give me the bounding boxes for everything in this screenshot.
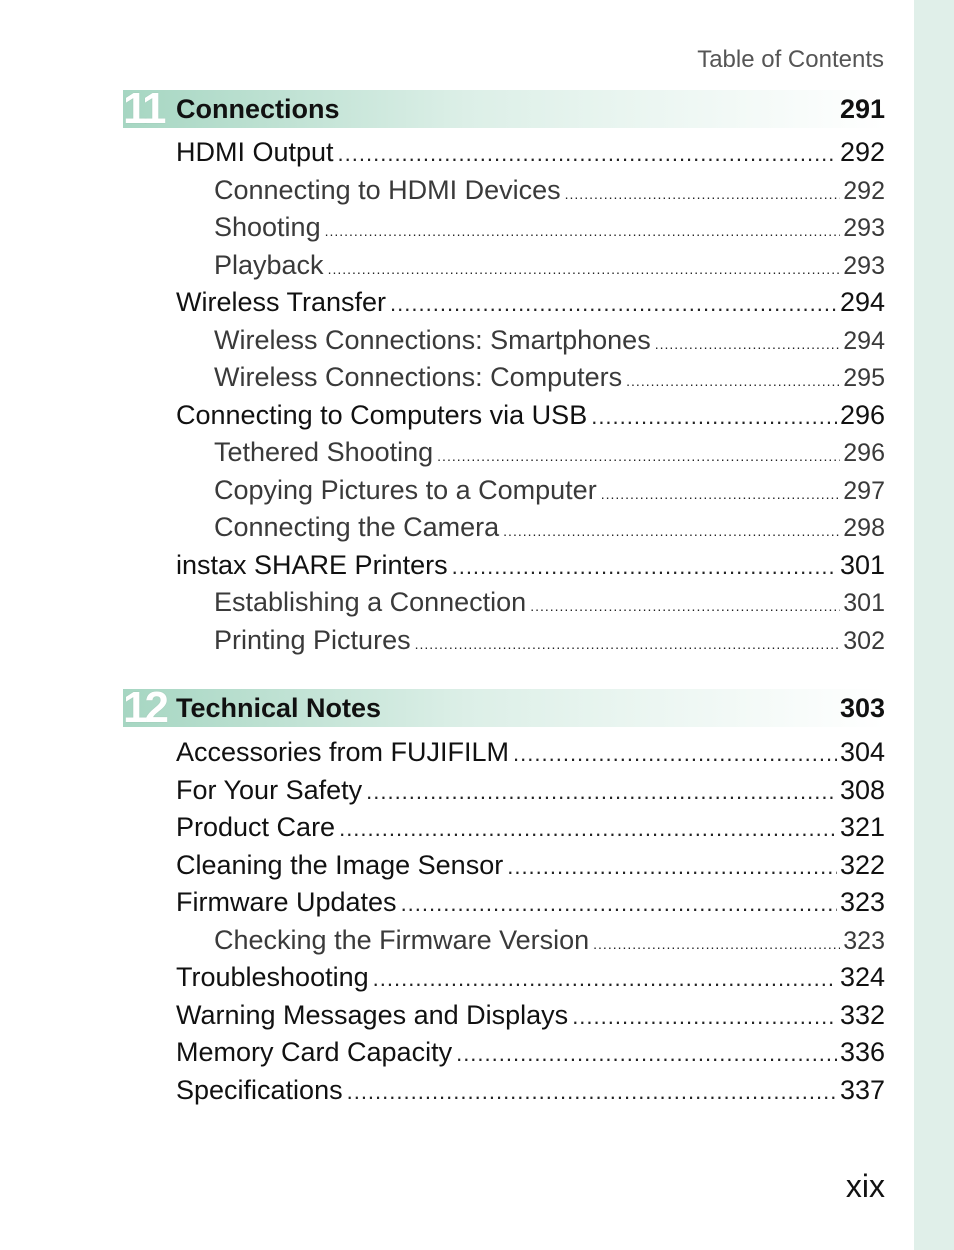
toc-entry-page: 332: [839, 999, 885, 1030]
toc-entry-page: 323: [839, 887, 885, 917]
toc-section-entry[interactable]: [176, 1034, 885, 1072]
toc-entry-label: Cleaning the Image Sensor: [176, 849, 504, 880]
toc-subsection-entry[interactable]: [176, 172, 885, 210]
chapter-heading-connections[interactable]: [123, 84, 885, 133]
dot-leader: [565, 176, 841, 214]
toc-entry-label: instax SHARE Printers: [176, 549, 448, 580]
toc-entry-label: Checking the Firmware Version: [214, 924, 590, 955]
toc-entry-page: 337: [839, 1074, 885, 1105]
toc-entry-page: 308: [839, 774, 885, 805]
chapter-heading-technical-notes[interactable]: [123, 683, 885, 732]
toc-section-entry[interactable]: [176, 884, 885, 922]
toc-entry-label: Tethered Shooting: [214, 437, 434, 467]
dot-leader: [338, 135, 837, 173]
toc-entry-page: 297: [843, 476, 885, 505]
toc-entry-label: Copying Pictures to a Computer: [214, 474, 597, 505]
dot-leader: [452, 548, 837, 586]
toc-entry-label: Printing Pictures: [214, 624, 411, 655]
toc-entry-page: 296: [839, 399, 885, 430]
toc-entry-label: Connecting to HDMI Devices: [214, 174, 561, 205]
toc-entry-page: 293: [843, 214, 885, 242]
dot-leader: [593, 926, 840, 964]
toc-entry-label: For Your Safety: [176, 774, 363, 805]
toc-list-technical-notes: [176, 734, 885, 1109]
dot-leader: [415, 626, 841, 664]
toc-entry-page: 321: [839, 812, 885, 842]
toc-section-entry[interactable]: [176, 847, 885, 885]
toc-subsection-entry[interactable]: [176, 584, 885, 622]
toc-section-entry[interactable]: [176, 959, 885, 997]
toc-section-entry[interactable]: [176, 397, 885, 435]
toc-section-entry[interactable]: [176, 1072, 885, 1110]
toc-section-entry[interactable]: [176, 772, 885, 810]
toc-entry-page: 324: [839, 962, 885, 992]
toc-entry-page: 322: [839, 849, 885, 880]
dot-leader: [390, 285, 837, 323]
toc-section-entry[interactable]: [176, 734, 885, 772]
chapter-page: 291: [839, 94, 885, 124]
toc-entry-label: Wireless Connections: Smartphones: [214, 324, 651, 355]
toc-subsection-entry[interactable]: [176, 922, 885, 960]
dot-leader: [601, 476, 841, 514]
dot-leader: [325, 213, 841, 251]
toc-entry-page: 295: [843, 364, 885, 392]
dot-leader: [626, 363, 840, 401]
toc-entry-page: 323: [843, 926, 885, 955]
toc-section-entry[interactable]: [176, 547, 885, 585]
dot-leader: [655, 326, 841, 364]
toc-entry-label: Memory Card Capacity: [176, 1037, 453, 1067]
toc-entry-label: Specifications: [176, 1074, 343, 1105]
chapter-side-tab: [914, 0, 954, 1250]
chapter-title: Connections: [176, 94, 340, 124]
toc-section-entry[interactable]: [176, 997, 885, 1035]
chapter-title: Technical Notes: [176, 693, 382, 723]
chapter-number: 12: [123, 683, 166, 732]
toc-entry-label: Connecting the Camera: [214, 512, 500, 542]
running-head: Table of Contents: [697, 46, 884, 73]
toc-subsection-entry[interactable]: [176, 434, 885, 472]
toc-entry-label: Firmware Updates: [176, 887, 397, 917]
toc-entry-page: 302: [843, 626, 885, 655]
toc-entry-label: Warning Messages and Displays: [176, 999, 569, 1030]
dot-leader: [366, 773, 837, 811]
dot-leader: [530, 588, 840, 626]
toc-subsection-entry[interactable]: [176, 209, 885, 247]
toc-section-entry[interactable]: [176, 134, 885, 172]
toc-entry-label: Troubleshooting: [176, 962, 369, 992]
toc-entry-label: Establishing a Connection: [214, 587, 527, 617]
toc-entry-label: Shooting: [214, 212, 321, 242]
dot-leader: [456, 1035, 837, 1073]
dot-leader: [591, 398, 837, 436]
dot-leader: [507, 848, 837, 886]
dot-leader: [572, 998, 837, 1036]
toc-entry-page: 292: [839, 137, 885, 167]
dot-leader: [347, 1073, 837, 1111]
toc-entry-label: Wireless Connections: Computers: [214, 362, 623, 392]
toc-entry-label: Playback: [214, 249, 324, 280]
toc-section-entry[interactable]: [176, 809, 885, 847]
toc-entry-label: Wireless Transfer: [176, 287, 387, 317]
page-number: xix: [845, 1168, 885, 1204]
dot-leader: [513, 735, 837, 773]
toc-list-connections: [176, 134, 885, 659]
toc-entry-label: Accessories from FUJIFILM: [176, 737, 510, 767]
toc-entry-label: Product Care: [176, 812, 336, 842]
toc-subsection-entry[interactable]: [176, 509, 885, 547]
toc-entry-label: HDMI Output: [176, 137, 334, 167]
dot-leader: [339, 810, 837, 848]
toc-entry-page: 304: [839, 737, 885, 767]
dot-leader: [437, 438, 840, 476]
toc-subsection-entry[interactable]: [176, 322, 885, 360]
toc-entry-label: Connecting to Computers via USB: [176, 399, 588, 430]
chapter-page: 303: [839, 693, 885, 723]
toc-entry-page: 294: [839, 287, 885, 317]
dot-leader: [328, 251, 841, 289]
toc-subsection-entry[interactable]: [176, 622, 885, 660]
toc-subsection-entry[interactable]: [176, 472, 885, 510]
toc-section-entry[interactable]: [176, 284, 885, 322]
toc-subsection-entry[interactable]: [176, 359, 885, 397]
toc-entry-page: 294: [843, 326, 885, 355]
toc-entry-page: 296: [843, 439, 885, 467]
toc-entry-page: 293: [843, 251, 885, 280]
toc-subsection-entry[interactable]: [176, 247, 885, 285]
toc-entry-page: 298: [843, 514, 885, 542]
dot-leader: [503, 513, 840, 551]
toc-entry-page: 292: [843, 176, 885, 205]
toc-entry-page: 336: [839, 1037, 885, 1067]
toc-entry-page: 301: [843, 589, 885, 617]
chapter-number: 11: [123, 84, 164, 133]
toc-entry-page: 301: [839, 549, 885, 580]
dot-leader: [401, 885, 837, 923]
dot-leader: [373, 960, 837, 998]
